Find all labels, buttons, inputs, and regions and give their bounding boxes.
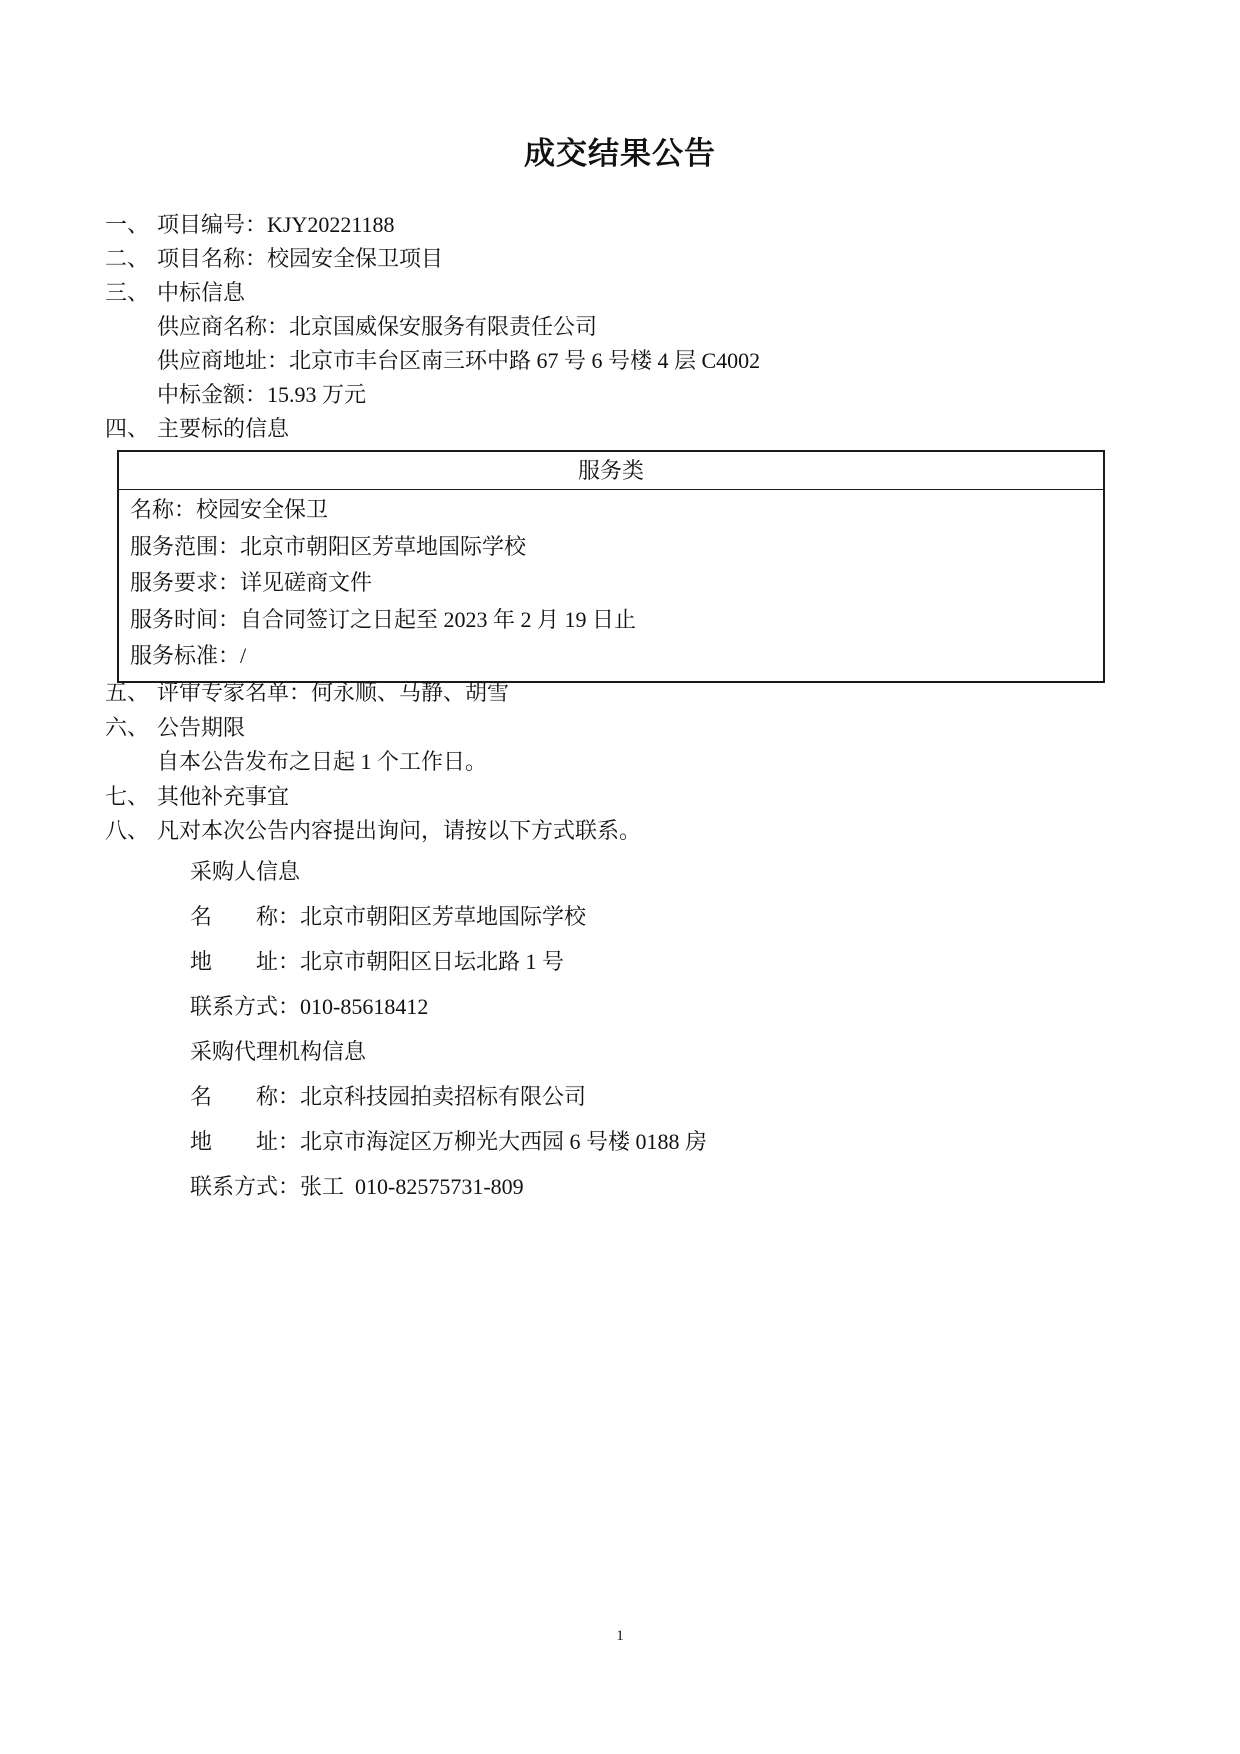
numbered-list-top — [105, 208, 1180, 446]
list-item-text: 项目编号：KJY20221188 — [157, 212, 395, 237]
sub-item-text: 供应商地址：北京市丰台区南三环中路 67 号 6 号楼 4 层 C4002 — [157, 348, 761, 373]
purchaser-name-line: 名 称：北京市朝阳区芳草地国际学校 — [190, 904, 587, 929]
numbered-list-bottom — [105, 676, 1180, 849]
agency-info-heading: 采购代理机构信息 — [190, 1039, 367, 1064]
list-item-text: 公告期限 — [157, 714, 246, 740]
list-item-number: 一、 — [105, 212, 150, 237]
contact-info-section — [190, 849, 1180, 1209]
list-item-award-info — [105, 276, 1180, 310]
list-item-inquiry-contact — [105, 814, 1180, 849]
sub-item-supplier-name — [105, 310, 1180, 344]
list-item-text: 主要标的信息 — [157, 416, 290, 441]
agency-phone-line: 联系方式：张工 010-82575731-809 — [190, 1174, 524, 1199]
table-row-service-scope: 服务范围：北京市朝阳区芳草地国际学校 — [130, 533, 527, 559]
list-item-text: 其他补充事宜 — [157, 783, 290, 809]
table-row-name: 名称：校园安全保卫 — [130, 497, 329, 522]
sub-item-supplier-address — [105, 344, 1180, 378]
list-item-text: 凡对本次公告内容提出询问，请按以下方式联系。 — [157, 818, 642, 843]
agency-address-line: 地 址：北京市海淀区万柳光大西园 6 号楼 0188 房 — [190, 1129, 708, 1154]
purchaser-info-heading: 采购人信息 — [190, 859, 301, 884]
list-item-text: 项目名称：校园安全保卫项目 — [157, 246, 444, 271]
document-title: 成交结果公告 — [524, 136, 716, 171]
list-item-announcement-period — [105, 711, 1180, 746]
table-row-service-time: 服务时间：自合同签订之日起至 2023 年 2 月 19 日止 — [130, 606, 637, 632]
list-item-text: 中标信息 — [157, 280, 246, 305]
list-item-project-name — [105, 242, 1180, 276]
list-item-text: 评审专家名单：何永顺、马静、胡雪 — [157, 680, 510, 705]
sub-item-text: 供应商名称：北京国威保安服务有限责任公司 — [157, 314, 598, 339]
sub-item-text: 中标金额：15.93 万元 — [157, 382, 367, 407]
list-item-number: 六、 — [105, 714, 150, 740]
list-item-number: 三、 — [105, 280, 150, 305]
list-item-project-number — [105, 208, 1180, 242]
agency-name-line: 名 称：北京科技园拍卖招标有限公司 — [190, 1084, 587, 1109]
table-row-service-standard: 服务标准：/ — [130, 643, 247, 668]
list-item-number: 四、 — [105, 416, 150, 441]
sub-item-text: 自本公告发布之日起 1 个工作日。 — [157, 749, 488, 774]
purchaser-phone-line: 联系方式：010-85618412 — [190, 994, 429, 1019]
list-item-number: 七、 — [105, 783, 150, 809]
purchaser-address-line: 地 址：北京市朝阳区日坛北路 1 号 — [190, 949, 565, 974]
list-item-expert-list — [105, 676, 1180, 711]
table-header-service-class: 服务类 — [119, 452, 1103, 490]
list-item-main-subject-info — [105, 412, 1180, 446]
table-row-service-requirement: 服务要求：详见磋商文件 — [130, 570, 373, 595]
sub-item-period-detail — [105, 745, 1180, 780]
list-item-number: 八、 — [105, 818, 150, 843]
service-info-table — [117, 450, 1105, 683]
list-item-number: 五、 — [105, 680, 150, 705]
page-number: 1 — [616, 1628, 624, 1644]
sub-item-award-amount — [105, 378, 1180, 412]
table-body — [119, 490, 1103, 681]
list-item-number: 二、 — [105, 246, 150, 271]
list-item-other-matters — [105, 780, 1180, 815]
